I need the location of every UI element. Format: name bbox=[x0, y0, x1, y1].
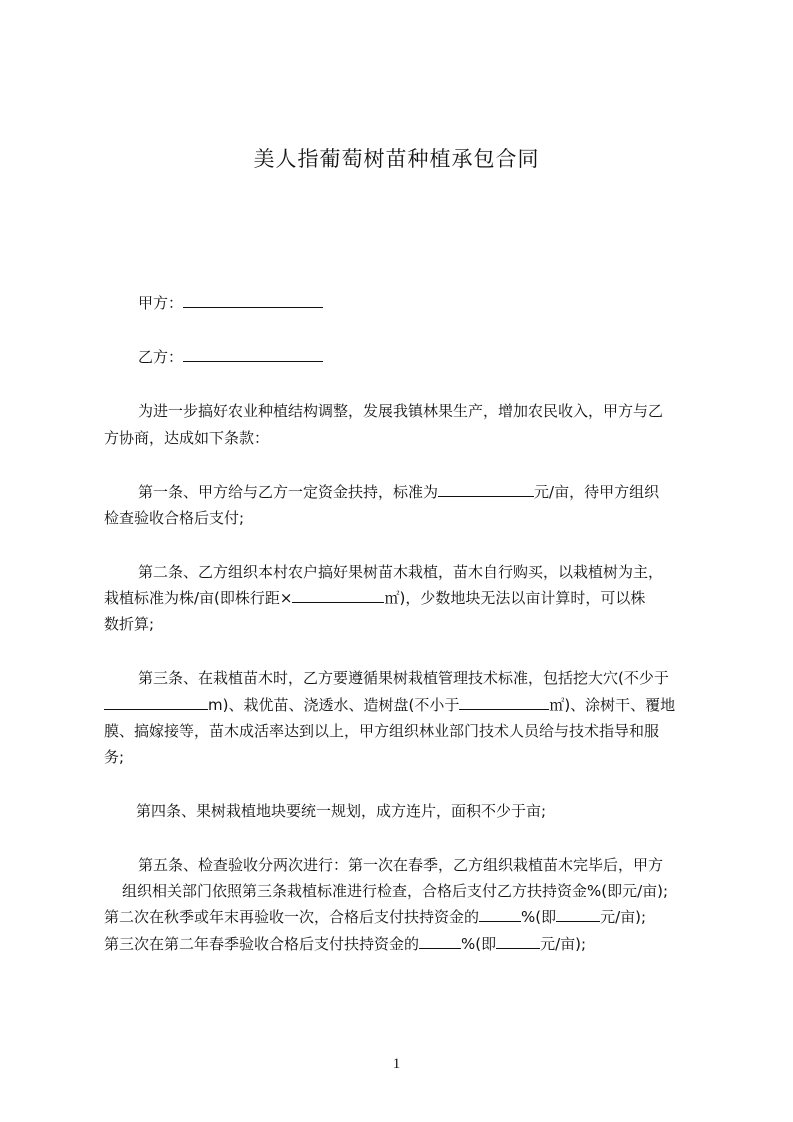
article-3-line-2 bbox=[104, 694, 704, 715]
intro-line-1: 为进一步搞好农业种植结构调整，发展我镇林果生产，增加农民收入，甲方与乙 bbox=[138, 402, 664, 420]
article-2-line-3: 数折算; bbox=[104, 615, 155, 633]
spacing-blank[interactable] bbox=[292, 588, 384, 603]
article-3-line-1: 第三条、在栽植苗木时，乙方要遵循果树栽植管理技术标准，包括挖大穴(不少于 bbox=[138, 669, 669, 687]
article-5-line-3 bbox=[104, 906, 704, 927]
article-5-l3-text-a: 第二次在秋季或年末再验收一次，合格后支付扶持资金的 bbox=[104, 908, 480, 926]
hole-size-blank[interactable] bbox=[104, 695, 208, 710]
intro-line-2: 方协商，达成如下条款： bbox=[104, 429, 270, 447]
document-title: 美人指葡萄树苗种植承包合同 bbox=[253, 147, 540, 171]
third-amount-blank[interactable] bbox=[496, 934, 540, 949]
article-1-text-b: 元/亩，待甲方组织 bbox=[534, 483, 660, 501]
party-a-blank[interactable] bbox=[183, 293, 323, 308]
article-5-l4-text-b: %(即 bbox=[461, 935, 497, 953]
article-1-line-1 bbox=[138, 481, 738, 502]
subsidy-standard-blank[interactable] bbox=[438, 482, 534, 497]
tree-plate-blank[interactable] bbox=[459, 695, 549, 710]
article-1-text-a: 第一条、甲方给与乙方一定资金扶持，标准为 bbox=[138, 483, 439, 501]
article-2-line-1: 第二条、乙方组织本村农户搞好果树苗木栽植，苗木自行购买，以栽植树为主， bbox=[138, 563, 664, 581]
article-5-l4-text-a: 第三次在第二年春季验收合格后支付扶持资金的 bbox=[104, 935, 420, 953]
article-4-line-1: 第四条、果树栽植地块要统一规划，成方连片，面积不少于亩; bbox=[136, 802, 547, 820]
article-5-line-1: 第五条、检查验收分两次进行：第一次在春季，乙方组织栽植苗木完毕后，甲方 bbox=[138, 856, 664, 874]
article-5-line-2: 组织相关部门依照第三条栽植标准进行检查，合格后支付乙方扶持资金%(即元/亩); bbox=[122, 882, 669, 900]
article-3-text-a: m)、栽优苗、浇透水、造树盘(不小于 bbox=[208, 696, 460, 714]
article-5-l4-text-c: 元/亩); bbox=[540, 935, 587, 953]
article-2-text-b: ㎡)，少数地块无法以亩计算时，可以株 bbox=[384, 589, 646, 607]
article-2-text-a: 栽植标准为株/亩(即株行距× bbox=[104, 589, 293, 607]
party-b-line bbox=[138, 346, 738, 367]
third-percent-blank[interactable] bbox=[419, 934, 461, 949]
article-5-l3-text-b: %(即 bbox=[521, 908, 557, 926]
second-percent-blank[interactable] bbox=[479, 907, 521, 922]
party-b-blank[interactable] bbox=[183, 347, 323, 362]
second-amount-blank[interactable] bbox=[556, 907, 600, 922]
article-3-line-4: 务; bbox=[104, 748, 125, 766]
party-b-label: 乙方： bbox=[138, 348, 184, 366]
article-5-l3-text-c: 元/亩); bbox=[600, 908, 647, 926]
article-3-text-b: ㎡)、涂树干、覆地 bbox=[549, 696, 676, 714]
article-2-line-2 bbox=[104, 587, 704, 608]
page-number: 1 bbox=[392, 1056, 401, 1072]
party-a-line bbox=[138, 292, 738, 313]
article-1-line-2: 检查验收合格后支付; bbox=[104, 509, 245, 527]
article-5-line-4 bbox=[104, 933, 704, 954]
article-3-line-3: 膜、搞嫁接等，苗木成活率达到以上，甲方组织林业部门技术人员给与技术指导和服 bbox=[104, 722, 660, 740]
party-a-label: 甲方： bbox=[138, 294, 184, 312]
